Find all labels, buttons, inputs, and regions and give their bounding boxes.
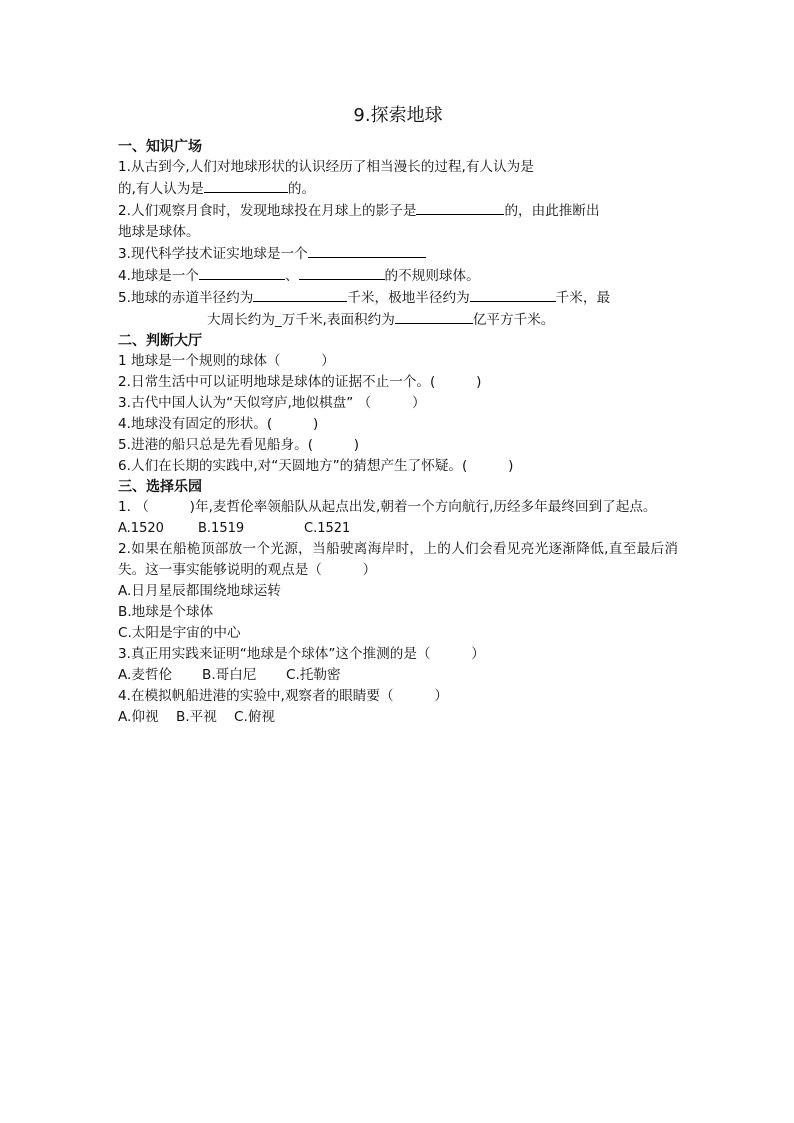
option[interactable]: C.太阳是宇宙的中心	[118, 625, 241, 641]
choice-q4: 4.在模拟帆船进港的实验中,观察者的眼睛要（ ）	[118, 688, 448, 704]
section-3-heading: 三、选择乐园	[118, 479, 202, 495]
choice-q1-options	[118, 518, 678, 539]
blank[interactable]	[395, 309, 473, 324]
choice-q1: 1. （ )年,麦哲伦率领船队从起点出发,朝着一个方向航行,历经多年最终回到了起点。	[118, 499, 657, 515]
s1-q2-line2: 地球是球体。	[118, 224, 200, 240]
s1-q3: 3.现代科学技术证实地球是一个	[118, 243, 678, 265]
option[interactable]: A.仰视	[118, 709, 159, 725]
judge-item: 5.进港的船只总是先看见船身。( )	[118, 437, 360, 453]
s1-q5-line2: 大周长约为_万千米,表面积约为 亿平方千米。	[118, 309, 678, 331]
s1-q1-line2: 的,有人认为是 的。	[118, 178, 678, 200]
judge-item: 1 地球是一个规则的球体（ ）	[118, 353, 335, 369]
section-2-heading: 二、判断大厅	[118, 333, 202, 349]
judge-item: 6.人们在长期的实践中,对“天圆地方”的猜想产生了怀疑。( )	[118, 458, 514, 474]
option[interactable]: C.1521	[304, 521, 351, 536]
option[interactable]: B.平视	[176, 709, 217, 725]
blank[interactable]	[299, 265, 385, 280]
option[interactable]: A.日月星辰都围绕地球运转	[118, 583, 281, 599]
judge-item: 3.古代中国人认为“天似穹庐,地似棋盘” （ ）	[118, 395, 426, 411]
worksheet	[118, 103, 678, 728]
blank[interactable]	[199, 265, 285, 280]
choice-q2: 2.如果在船桅顶部放一个光源，当船驶离海岸时，上的人们会看见亮光逐渐降低,直至最后消失。这一事实能够说明的观点是（ ）	[118, 541, 678, 578]
blank[interactable]	[470, 287, 556, 302]
option[interactable]: B.地球是个球体	[118, 604, 214, 620]
option[interactable]: A.1520	[118, 521, 164, 536]
option[interactable]: C.俯视	[234, 709, 276, 725]
section-1-heading: 一、知识广场	[118, 139, 202, 155]
s1-q5-line1: 5.地球的赤道半径约为 千米，极地半径约为 千米，最	[118, 287, 678, 309]
judge-item: 4.地球没有固定的形状。( )	[118, 416, 319, 432]
option[interactable]: C.托勒密	[286, 667, 341, 683]
choice-q4-options	[118, 707, 678, 728]
choice-q3-options	[118, 665, 678, 686]
s1-q1-line1: 1.从古到今,人们对地球形状的认识经历了相当漫长的过程,有人认为是	[118, 159, 534, 175]
blank[interactable]	[204, 178, 288, 193]
option[interactable]: B.哥白尼	[202, 667, 257, 683]
judge-item: 2.日常生活中可以证明地球是球体的证据不止一个。( )	[118, 374, 482, 390]
page-title: 9.探索地球	[353, 105, 443, 126]
s1-q4: 4.地球是一个 、 的不规则球体。	[118, 265, 678, 287]
s1-q2-line1: 2.人们观察月食时，发现地球投在月球上的影子是 的，由此推断出	[118, 200, 678, 222]
choice-q3: 3.真正用实践来证明“地球是个球体”这个推测的是（ ）	[118, 646, 485, 662]
blank[interactable]	[416, 200, 504, 215]
option[interactable]: B.1519	[198, 521, 245, 536]
option[interactable]: A.麦哲伦	[118, 667, 173, 683]
blank[interactable]	[308, 243, 426, 258]
blank[interactable]	[253, 287, 347, 302]
